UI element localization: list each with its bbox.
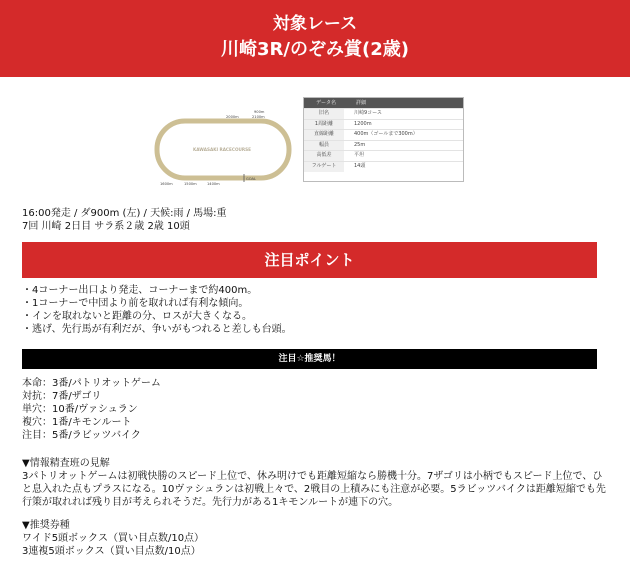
ticket-item: ワイド5頭ボックス（買い目点数/10点） <box>22 533 205 544</box>
course-map <box>152 108 292 188</box>
spec-header-key: データ名 <box>316 100 337 106</box>
attention-points <box>22 284 292 336</box>
race-meeting: 7回 川崎 2日目 サラ系２歳 2歳 10頭 <box>22 221 190 232</box>
spec-row <box>304 150 463 161</box>
tickets-section <box>22 519 204 558</box>
course-name: KAWASAKI RACECOURSE <box>192 147 252 152</box>
recommended-horses <box>22 377 161 442</box>
spec-value: 14頭 <box>354 162 366 169</box>
label-1400m: 1400m <box>207 182 220 186</box>
point-item: ・4コーナー出口より発走、コーナーまで約400m。 <box>22 285 258 296</box>
attention-banner: 注目ポイント <box>22 242 597 278</box>
pick-item: 複穴：1番/キモンルート <box>22 417 132 428</box>
spec-key: フルゲート <box>304 162 344 172</box>
race-info <box>22 207 227 233</box>
race-conditions: 16:00発走 / ダ900m (左) / 天候:雨 / 馬場:重 <box>22 208 227 219</box>
point-item: ・インを取れないと距離の分、ロスが大きくなる。 <box>22 311 252 322</box>
spec-value: 25m <box>354 141 366 148</box>
spec-key: 1周距離 <box>304 120 344 130</box>
analysis-section <box>22 457 607 509</box>
pick-item: 対抗：7番/ザゴリ <box>22 391 102 402</box>
spec-key: 直線距離 <box>304 130 344 140</box>
point-item: ・1コーナーで中団より前を取れれば有利な傾向。 <box>22 298 249 309</box>
label-2000m: 2000m <box>226 115 239 119</box>
spec-value: 平坦 <box>354 152 365 159</box>
spec-header-value: 詳細 <box>356 100 367 106</box>
spec-row <box>304 129 463 140</box>
label-2100m: 2100m <box>252 115 265 119</box>
course-spec-table <box>303 97 464 182</box>
ticket-item: 3連複5頭ボックス（買い目点数/10点） <box>22 546 201 557</box>
spec-key: 高低差 <box>304 151 344 161</box>
recommend-banner: 注目☆推奨馬！ <box>22 349 597 369</box>
spec-value: 1200m <box>354 120 372 127</box>
pick-item: 本命：3番/パトリオットゲーム <box>22 378 161 389</box>
pick-item: 注目：5番/ラビッツバイク <box>22 430 141 441</box>
analysis-heading: ▼情報精査班の見解 <box>22 458 110 469</box>
label-1600m: 1600m <box>160 182 173 186</box>
spec-row <box>304 161 463 172</box>
race-header <box>0 0 630 77</box>
pick-item: 単穴：10番/ヴァシュラン <box>22 404 138 415</box>
analysis-text: 3パトリオットゲームは初戦快勝のスピード上位で、休み明けでも距離短縮なら勝機十分。7ザゴリは小柄でもスピード上位で、ひと息入れた点もプラスになる。10ヴァシュランは初戦上々で、2戦目の上積みにも注意が必要。5ラビッツバイクは距離短縮でも先行策が取れれば残り目が考えられそうだ。先行力がある1キモンルートが連下の穴。 <box>22 471 606 508</box>
spec-key: 旧名 <box>304 109 344 119</box>
label-900m: 900m <box>254 110 265 114</box>
header-title: 対象レース <box>272 14 358 34</box>
spec-key: 幅員 <box>304 141 344 151</box>
spec-header <box>304 98 463 108</box>
spec-value: 川崎9コース <box>354 110 382 116</box>
spec-row <box>304 108 463 119</box>
spec-row <box>304 140 463 151</box>
tickets-heading: ▼推奨券種 <box>22 520 70 531</box>
spec-value: 400m（ゴールまで300m） <box>354 131 418 138</box>
label-goal: GOAL <box>246 177 257 181</box>
spec-row <box>304 119 463 130</box>
point-item: ・逃げ、先行馬が有利だが、争いがもつれると差しも台頭。 <box>22 324 292 335</box>
label-1500m: 1500m <box>184 182 197 186</box>
race-name: 川崎3R/のぞみ賞(2歳) <box>221 39 409 60</box>
